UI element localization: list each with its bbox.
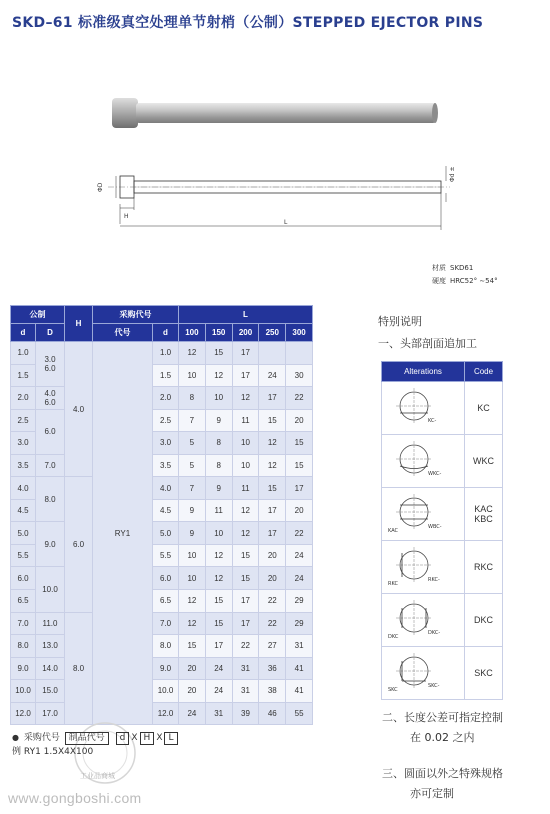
cell-l: 15 bbox=[205, 342, 232, 365]
cell-l: 17 bbox=[259, 499, 286, 522]
cell-l: 9 bbox=[179, 522, 206, 545]
cell-d: 7.0 bbox=[11, 612, 36, 635]
cell-D: 8.0 bbox=[36, 477, 65, 522]
cell-l: 24 bbox=[286, 567, 313, 590]
cell-l: 17 bbox=[232, 342, 259, 365]
cell-l: 12 bbox=[232, 522, 259, 545]
cell-l bbox=[259, 342, 286, 365]
spec-table bbox=[10, 305, 313, 725]
alteration-dim-label: WBC- bbox=[428, 524, 442, 530]
order-box-l: L bbox=[164, 732, 177, 745]
header-l-200: 200 bbox=[232, 324, 259, 342]
cell-d2: 6.0 bbox=[153, 567, 179, 590]
cell-l: 10 bbox=[205, 387, 232, 410]
cell-d2: 5.5 bbox=[153, 544, 179, 567]
cell-H: 6.0 bbox=[65, 477, 93, 612]
alteration-row bbox=[382, 435, 503, 488]
hardness-label: 硬度 bbox=[432, 277, 446, 285]
cell-l: 7 bbox=[179, 409, 206, 432]
table-row bbox=[11, 387, 313, 410]
cell-D: 14.0 bbox=[36, 657, 65, 680]
cell-d2: 3.5 bbox=[153, 454, 179, 477]
order-x2: X bbox=[156, 733, 163, 743]
cell-l: 38 bbox=[259, 680, 286, 703]
cell-D: 3.0 6.0 bbox=[36, 342, 65, 387]
cell-d: 4.5 bbox=[11, 499, 36, 522]
cell-l: 24 bbox=[179, 702, 206, 725]
cell-d2: 5.0 bbox=[153, 522, 179, 545]
cell-l: 20 bbox=[179, 657, 206, 680]
cell-l: 8 bbox=[205, 432, 232, 455]
cell-l: 12 bbox=[259, 454, 286, 477]
notes-heading: 特别说明 bbox=[378, 315, 422, 328]
cell-d2: 7.0 bbox=[153, 612, 179, 635]
cell-l: 24 bbox=[205, 657, 232, 680]
table-row bbox=[11, 635, 313, 658]
cell-d: 1.0 bbox=[11, 342, 36, 365]
alteration-row bbox=[382, 382, 503, 435]
dim-D-label: ΦD bbox=[97, 182, 104, 192]
table-row bbox=[11, 342, 313, 365]
cell-d2: 8.0 bbox=[153, 635, 179, 658]
note-item-2-line1: 二、长度公差可指定控制 bbox=[382, 711, 503, 724]
note-item-3-line1: 三、圆面以外之特殊规格 bbox=[382, 767, 503, 780]
ejector-pin-photo bbox=[108, 92, 440, 134]
header-d: d bbox=[11, 324, 36, 342]
cell-l: 30 bbox=[286, 364, 313, 387]
cell-D: 4.0 6.0 bbox=[36, 387, 65, 410]
cell-d2: 1.0 bbox=[153, 342, 179, 365]
cell-l: 11 bbox=[232, 409, 259, 432]
cell-l: 24 bbox=[286, 544, 313, 567]
cell-d: 3.5 bbox=[11, 454, 36, 477]
header-l-250: 250 bbox=[259, 324, 286, 342]
kc-section-icon bbox=[382, 382, 465, 435]
pin-dimension-drawing bbox=[88, 162, 468, 242]
note-item-1: 一、头部剖面追加工 bbox=[378, 337, 477, 350]
alteration-code: RKC bbox=[465, 541, 503, 594]
example-value: 1.5X4X100 bbox=[43, 747, 94, 757]
order-box-h: H bbox=[140, 732, 155, 745]
cell-l: 22 bbox=[259, 612, 286, 635]
cell-l: 9 bbox=[205, 477, 232, 500]
cell-l: 27 bbox=[259, 635, 286, 658]
cell-d: 1.5 bbox=[11, 364, 36, 387]
site-name-cn: 工业品商城 bbox=[80, 772, 115, 780]
alteration-row bbox=[382, 488, 503, 541]
cell-l: 55 bbox=[286, 702, 313, 725]
cell-l: 15 bbox=[205, 590, 232, 613]
alteration-code: DKC bbox=[465, 594, 503, 647]
cell-d2: 2.0 bbox=[153, 387, 179, 410]
table-row bbox=[11, 477, 313, 500]
alteration-row bbox=[382, 647, 503, 700]
cell-l: 20 bbox=[259, 567, 286, 590]
header-alterations: Alterations bbox=[382, 362, 465, 382]
cell-l: 12 bbox=[232, 499, 259, 522]
cell-l: 11 bbox=[232, 477, 259, 500]
cell-l: 31 bbox=[232, 657, 259, 680]
dim-H-label: H bbox=[124, 213, 129, 220]
cell-d: 5.0 bbox=[11, 522, 36, 545]
cell-d: 5.5 bbox=[11, 544, 36, 567]
cell-l: 10 bbox=[232, 454, 259, 477]
cell-d: 8.0 bbox=[11, 635, 36, 658]
cell-d2: 2.5 bbox=[153, 409, 179, 432]
alteration-dim-label: WKC- bbox=[428, 471, 442, 477]
header-d2: d bbox=[153, 324, 179, 342]
cell-l: 41 bbox=[286, 680, 313, 703]
cell-l: 12 bbox=[205, 544, 232, 567]
rkc-section-icon bbox=[382, 541, 465, 594]
cell-l: 8 bbox=[179, 387, 206, 410]
cell-l: 24 bbox=[259, 364, 286, 387]
cell-l: 11 bbox=[205, 499, 232, 522]
alteration-dim-label-2: DKC bbox=[388, 634, 399, 640]
cell-d: 4.0 bbox=[11, 477, 36, 500]
cell-d2: 10.0 bbox=[153, 680, 179, 703]
cell-l: 12 bbox=[232, 387, 259, 410]
cell-l: 10 bbox=[232, 432, 259, 455]
kac-kbc-section-icon bbox=[382, 488, 465, 541]
cell-l: 15 bbox=[286, 432, 313, 455]
cell-l: 12 bbox=[205, 567, 232, 590]
cell-d: 6.0 bbox=[11, 567, 36, 590]
note-item-3 bbox=[382, 764, 503, 804]
cell-l: 22 bbox=[286, 522, 313, 545]
note-item-2-line2: 在 0.02 之内 bbox=[410, 731, 475, 744]
cell-l: 15 bbox=[259, 409, 286, 432]
cell-l: 31 bbox=[232, 680, 259, 703]
cell-l: 22 bbox=[259, 590, 286, 613]
cell-l: 31 bbox=[286, 635, 313, 658]
alteration-row bbox=[382, 594, 503, 647]
cell-D: 15.0 bbox=[36, 680, 65, 703]
alteration-row bbox=[382, 541, 503, 594]
cell-D: 17.0 bbox=[36, 702, 65, 725]
header-purchase: 采购代号 bbox=[93, 306, 179, 324]
alteration-dim-label-2: KAC bbox=[388, 528, 399, 534]
note-item-2 bbox=[382, 708, 503, 748]
example-label: 例 bbox=[12, 747, 22, 757]
cell-l: 24 bbox=[205, 680, 232, 703]
cell-l: 17 bbox=[259, 522, 286, 545]
cell-l: 17 bbox=[259, 387, 286, 410]
cell-d: 6.5 bbox=[11, 590, 36, 613]
cell-l: 9 bbox=[205, 409, 232, 432]
cell-l: 10 bbox=[179, 544, 206, 567]
cell-d2: 9.0 bbox=[153, 657, 179, 680]
material-label: 材质 bbox=[432, 264, 446, 272]
cell-l: 39 bbox=[232, 702, 259, 725]
cell-l: 12 bbox=[179, 590, 206, 613]
cell-l: 31 bbox=[205, 702, 232, 725]
cell-l: 15 bbox=[232, 567, 259, 590]
cell-l: 29 bbox=[286, 612, 313, 635]
cell-D: 9.0 bbox=[36, 522, 65, 567]
order-box-code: 制品代号 bbox=[65, 732, 109, 745]
table-row bbox=[11, 702, 313, 725]
cell-l: 22 bbox=[286, 387, 313, 410]
cell-d: 9.0 bbox=[11, 657, 36, 680]
cell-l: 22 bbox=[232, 635, 259, 658]
wkc-section-icon bbox=[382, 435, 465, 488]
cell-d2: 4.5 bbox=[153, 499, 179, 522]
cell-l: 10 bbox=[179, 364, 206, 387]
cell-D: 7.0 bbox=[36, 454, 65, 477]
header-metric: 公制 bbox=[11, 306, 65, 324]
cell-l: 20 bbox=[286, 409, 313, 432]
cell-code: RY1 bbox=[93, 342, 153, 725]
note-item-3-line2: 亦可定制 bbox=[410, 787, 454, 800]
cell-l: 12 bbox=[179, 342, 206, 365]
cell-d2: 12.0 bbox=[153, 702, 179, 725]
table-row bbox=[11, 657, 313, 680]
dim-d-label: Φd ± bbox=[449, 166, 456, 182]
cell-l: 10 bbox=[179, 567, 206, 590]
cell-D: 10.0 bbox=[36, 567, 65, 612]
cell-l: 5 bbox=[179, 432, 206, 455]
table-row bbox=[11, 522, 313, 545]
cell-l: 7 bbox=[179, 477, 206, 500]
header-l-100: 100 bbox=[179, 324, 206, 342]
cell-l: 15 bbox=[286, 454, 313, 477]
cell-l: 8 bbox=[205, 454, 232, 477]
table-row bbox=[11, 409, 313, 432]
skc-section-icon bbox=[382, 647, 465, 700]
header-l-150: 150 bbox=[205, 324, 232, 342]
header-l: L bbox=[179, 306, 313, 324]
cell-d: 12.0 bbox=[11, 702, 36, 725]
cell-l: 41 bbox=[286, 657, 313, 680]
cell-d2: 1.5 bbox=[153, 364, 179, 387]
table-row bbox=[11, 680, 313, 703]
cell-l: 5 bbox=[179, 454, 206, 477]
dim-L-label: L bbox=[284, 219, 288, 226]
header-h: H bbox=[65, 306, 93, 342]
header-code-alt: Code bbox=[465, 362, 503, 382]
cell-l: 17 bbox=[286, 477, 313, 500]
alteration-code: SKC bbox=[465, 647, 503, 700]
cell-D: 11.0 bbox=[36, 612, 65, 635]
page-title: SKD–61 标准级真空处理单节射梢（公制）STEPPED EJECTOR PINS bbox=[12, 15, 484, 31]
special-notes bbox=[378, 313, 477, 351]
cell-l: 17 bbox=[205, 635, 232, 658]
alteration-dim-label: DKC- bbox=[428, 630, 441, 636]
cell-H: 4.0 bbox=[65, 342, 93, 477]
cell-l: 20 bbox=[286, 499, 313, 522]
alteration-dim-label-2: RKC bbox=[388, 581, 398, 587]
cell-l: 15 bbox=[205, 612, 232, 635]
cell-l: 20 bbox=[179, 680, 206, 703]
cell-d: 2.0 bbox=[11, 387, 36, 410]
order-prefix: 采购代号 bbox=[23, 733, 60, 743]
alteration-dim-label: RKC- bbox=[428, 577, 440, 583]
cell-l: 15 bbox=[259, 477, 286, 500]
material-spec bbox=[432, 262, 498, 288]
header-l-300: 300 bbox=[286, 324, 313, 342]
cell-l: 12 bbox=[259, 432, 286, 455]
cell-d2: 6.5 bbox=[153, 590, 179, 613]
cell-l: 17 bbox=[232, 590, 259, 613]
cell-l: 17 bbox=[232, 612, 259, 635]
cell-l: 15 bbox=[179, 635, 206, 658]
cell-l: 9 bbox=[179, 499, 206, 522]
cell-d2: 4.0 bbox=[153, 477, 179, 500]
table-row bbox=[11, 454, 313, 477]
order-code-section bbox=[12, 730, 180, 760]
site-url: www.gongboshi.com bbox=[8, 790, 142, 806]
alteration-dim-label: SKC- bbox=[428, 683, 440, 689]
dkc-section-icon bbox=[382, 594, 465, 647]
material-value: SKD61 bbox=[450, 264, 474, 272]
alteration-code: KC bbox=[465, 382, 503, 435]
cell-l: 17 bbox=[232, 364, 259, 387]
cell-D: 6.0 bbox=[36, 409, 65, 454]
bullet-icon: ● bbox=[12, 733, 19, 742]
cell-d: 10.0 bbox=[11, 680, 36, 703]
cell-l bbox=[286, 342, 313, 365]
cell-d: 3.0 bbox=[11, 432, 36, 455]
cell-l: 10 bbox=[205, 522, 232, 545]
table-row bbox=[11, 567, 313, 590]
cell-l: 15 bbox=[232, 544, 259, 567]
order-box-d: d bbox=[116, 732, 130, 745]
cell-d: 2.5 bbox=[11, 409, 36, 432]
cell-l: 12 bbox=[179, 612, 206, 635]
cell-l: 36 bbox=[259, 657, 286, 680]
cell-H: 8.0 bbox=[65, 612, 93, 725]
cell-l: 12 bbox=[205, 364, 232, 387]
cell-l: 46 bbox=[259, 702, 286, 725]
cell-l: 29 bbox=[286, 590, 313, 613]
example-code: RY1 bbox=[23, 747, 41, 757]
table-row bbox=[11, 612, 313, 635]
cell-l: 20 bbox=[259, 544, 286, 567]
cell-d2: 3.0 bbox=[153, 432, 179, 455]
header-code: 代号 bbox=[93, 324, 153, 342]
alteration-dim-label-2: SKC bbox=[388, 687, 398, 693]
alteration-code: WKC bbox=[465, 435, 503, 488]
cell-D: 13.0 bbox=[36, 635, 65, 658]
alterations-table bbox=[381, 361, 503, 700]
header-D: D bbox=[36, 324, 65, 342]
order-x1: X bbox=[131, 733, 138, 743]
hardness-value: HRC52° ∼54° bbox=[450, 277, 498, 285]
alteration-dim-label: KC- bbox=[428, 418, 437, 424]
alteration-code: KAC KBC bbox=[465, 488, 503, 541]
